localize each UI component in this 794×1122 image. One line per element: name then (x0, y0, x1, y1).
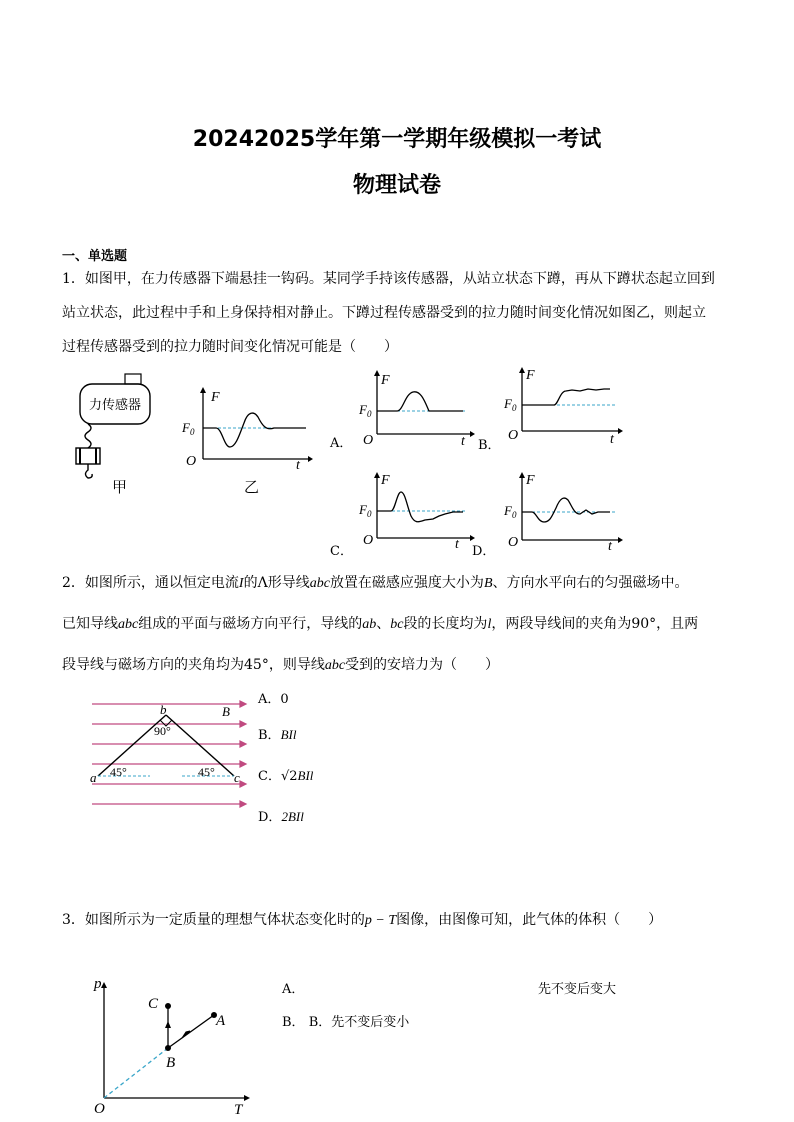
option-c-graph (355, 470, 475, 550)
c-axis-t: t (455, 537, 459, 550)
fig-point-b: b (160, 702, 167, 717)
q2-line1: 2．如图所示，通以恒定电流I的Λ形导线abc放置在磁感应强度大小为B、方向水平向右的匀强磁场中。 (62, 575, 689, 591)
q1-line3: 过程传感器受到的拉力随时间变化情况可能是（ ） (62, 339, 398, 355)
d-axis-F: F (526, 473, 535, 488)
section-heading: 一、单选题 (62, 249, 128, 264)
q1-option-c[interactable]: C． (330, 544, 353, 559)
q2-option-c[interactable]: C．√2BIl (258, 768, 314, 784)
q1-line2: 站立状态，此过程中手和上身保持相对静止。下蹲过程传感器受到的拉力随时间变化情况如图乙，则起立 (62, 305, 706, 321)
q3-option-a-label[interactable]: A． (282, 982, 305, 997)
b-axis-F: F (526, 368, 535, 383)
fig-field-B: B (222, 704, 230, 719)
fig-angle-45c: 45° (198, 765, 215, 779)
q3-axis-T: T (234, 1102, 243, 1117)
q3-axis-O: O (94, 1101, 105, 1117)
figure-jia-label: 甲 (112, 478, 128, 496)
yi-axis-F: F (211, 390, 220, 405)
q3-option-a-text: 先不变后变大 (538, 982, 617, 997)
q1-option-d[interactable]: D． (472, 544, 496, 559)
q3-pT-graph (86, 972, 256, 1117)
yi-axis-F0: $F_0$ (182, 420, 195, 437)
b-axis-F0: $F_0$ (504, 396, 517, 413)
q2-wire-figure (88, 696, 253, 821)
a-axis-F: F (381, 373, 390, 388)
c-axis-F0: $F_0$ (359, 502, 372, 519)
option-a-graph (355, 368, 475, 446)
q1-line1: 1．如图甲，在力传感器下端悬挂一钩码。某同学手持该传感器，从站立状态下蹲，再从下蹲状态起立回到 (62, 271, 715, 287)
q2-option-a[interactable]: A．0 (258, 692, 289, 707)
q1-option-a[interactable]: A． (330, 436, 353, 451)
c-axis-F: F (381, 473, 390, 488)
a-axis-t: t (461, 434, 465, 446)
figure-yi-graph (178, 385, 313, 470)
fig-point-c: c (234, 770, 240, 785)
q2-line2: 已知导线abc组成的平面与磁场方向平行，导线的ab、bc段的长度均为l，两段导线间的夹角为90°，且两 (62, 616, 699, 632)
q3-option-b[interactable]: B． B．先不变后变小 (282, 1015, 410, 1030)
yi-axis-t: t (296, 458, 300, 470)
question-1-text (62, 262, 742, 364)
b-axis-O: O (508, 428, 519, 443)
d-axis-F0: $F_0$ (504, 503, 517, 520)
q3-point-B: B (166, 1055, 176, 1071)
q1-option-b[interactable]: B． (478, 438, 501, 453)
q3-axis-p: p (94, 976, 102, 992)
question-2-text (62, 563, 752, 686)
exam-title: 20242025学年第一学期年级模拟一考试 (192, 127, 602, 152)
q3-point-A: A (216, 1013, 226, 1029)
b-axis-t: t (610, 432, 614, 445)
q2-line3: 段导线与磁场方向的夹角均为45°，则导线abc受到的安培力为（ ） (62, 657, 500, 673)
exam-subtitle: 物理试卷 (352, 173, 441, 198)
c-axis-O: O (363, 533, 374, 548)
question-3-text: 3．如图所示为一定质量的理想气体状态变化时的p − T图像，由图像可知，此气体的体积（ ） (62, 912, 663, 928)
yi-axis-O: O (186, 454, 197, 469)
fig-point-a: a (90, 770, 97, 785)
option-b-graph (500, 365, 625, 445)
a-axis-F0: $F_0$ (359, 402, 372, 419)
q2-option-b[interactable]: B．BIl (258, 727, 297, 743)
q3-point-C: C (148, 996, 159, 1012)
option-d-graph (500, 470, 625, 550)
fig-angle-90: 90° (154, 724, 171, 738)
sensor-label: 力传感器 (88, 397, 142, 412)
a-axis-O: O (363, 433, 374, 446)
fig-angle-45a: 45° (110, 765, 127, 779)
q2-option-d[interactable]: D．2BIl (258, 809, 304, 825)
d-axis-O: O (508, 535, 519, 550)
figure-yi-label: 乙 (244, 478, 260, 496)
d-axis-t: t (608, 539, 612, 550)
